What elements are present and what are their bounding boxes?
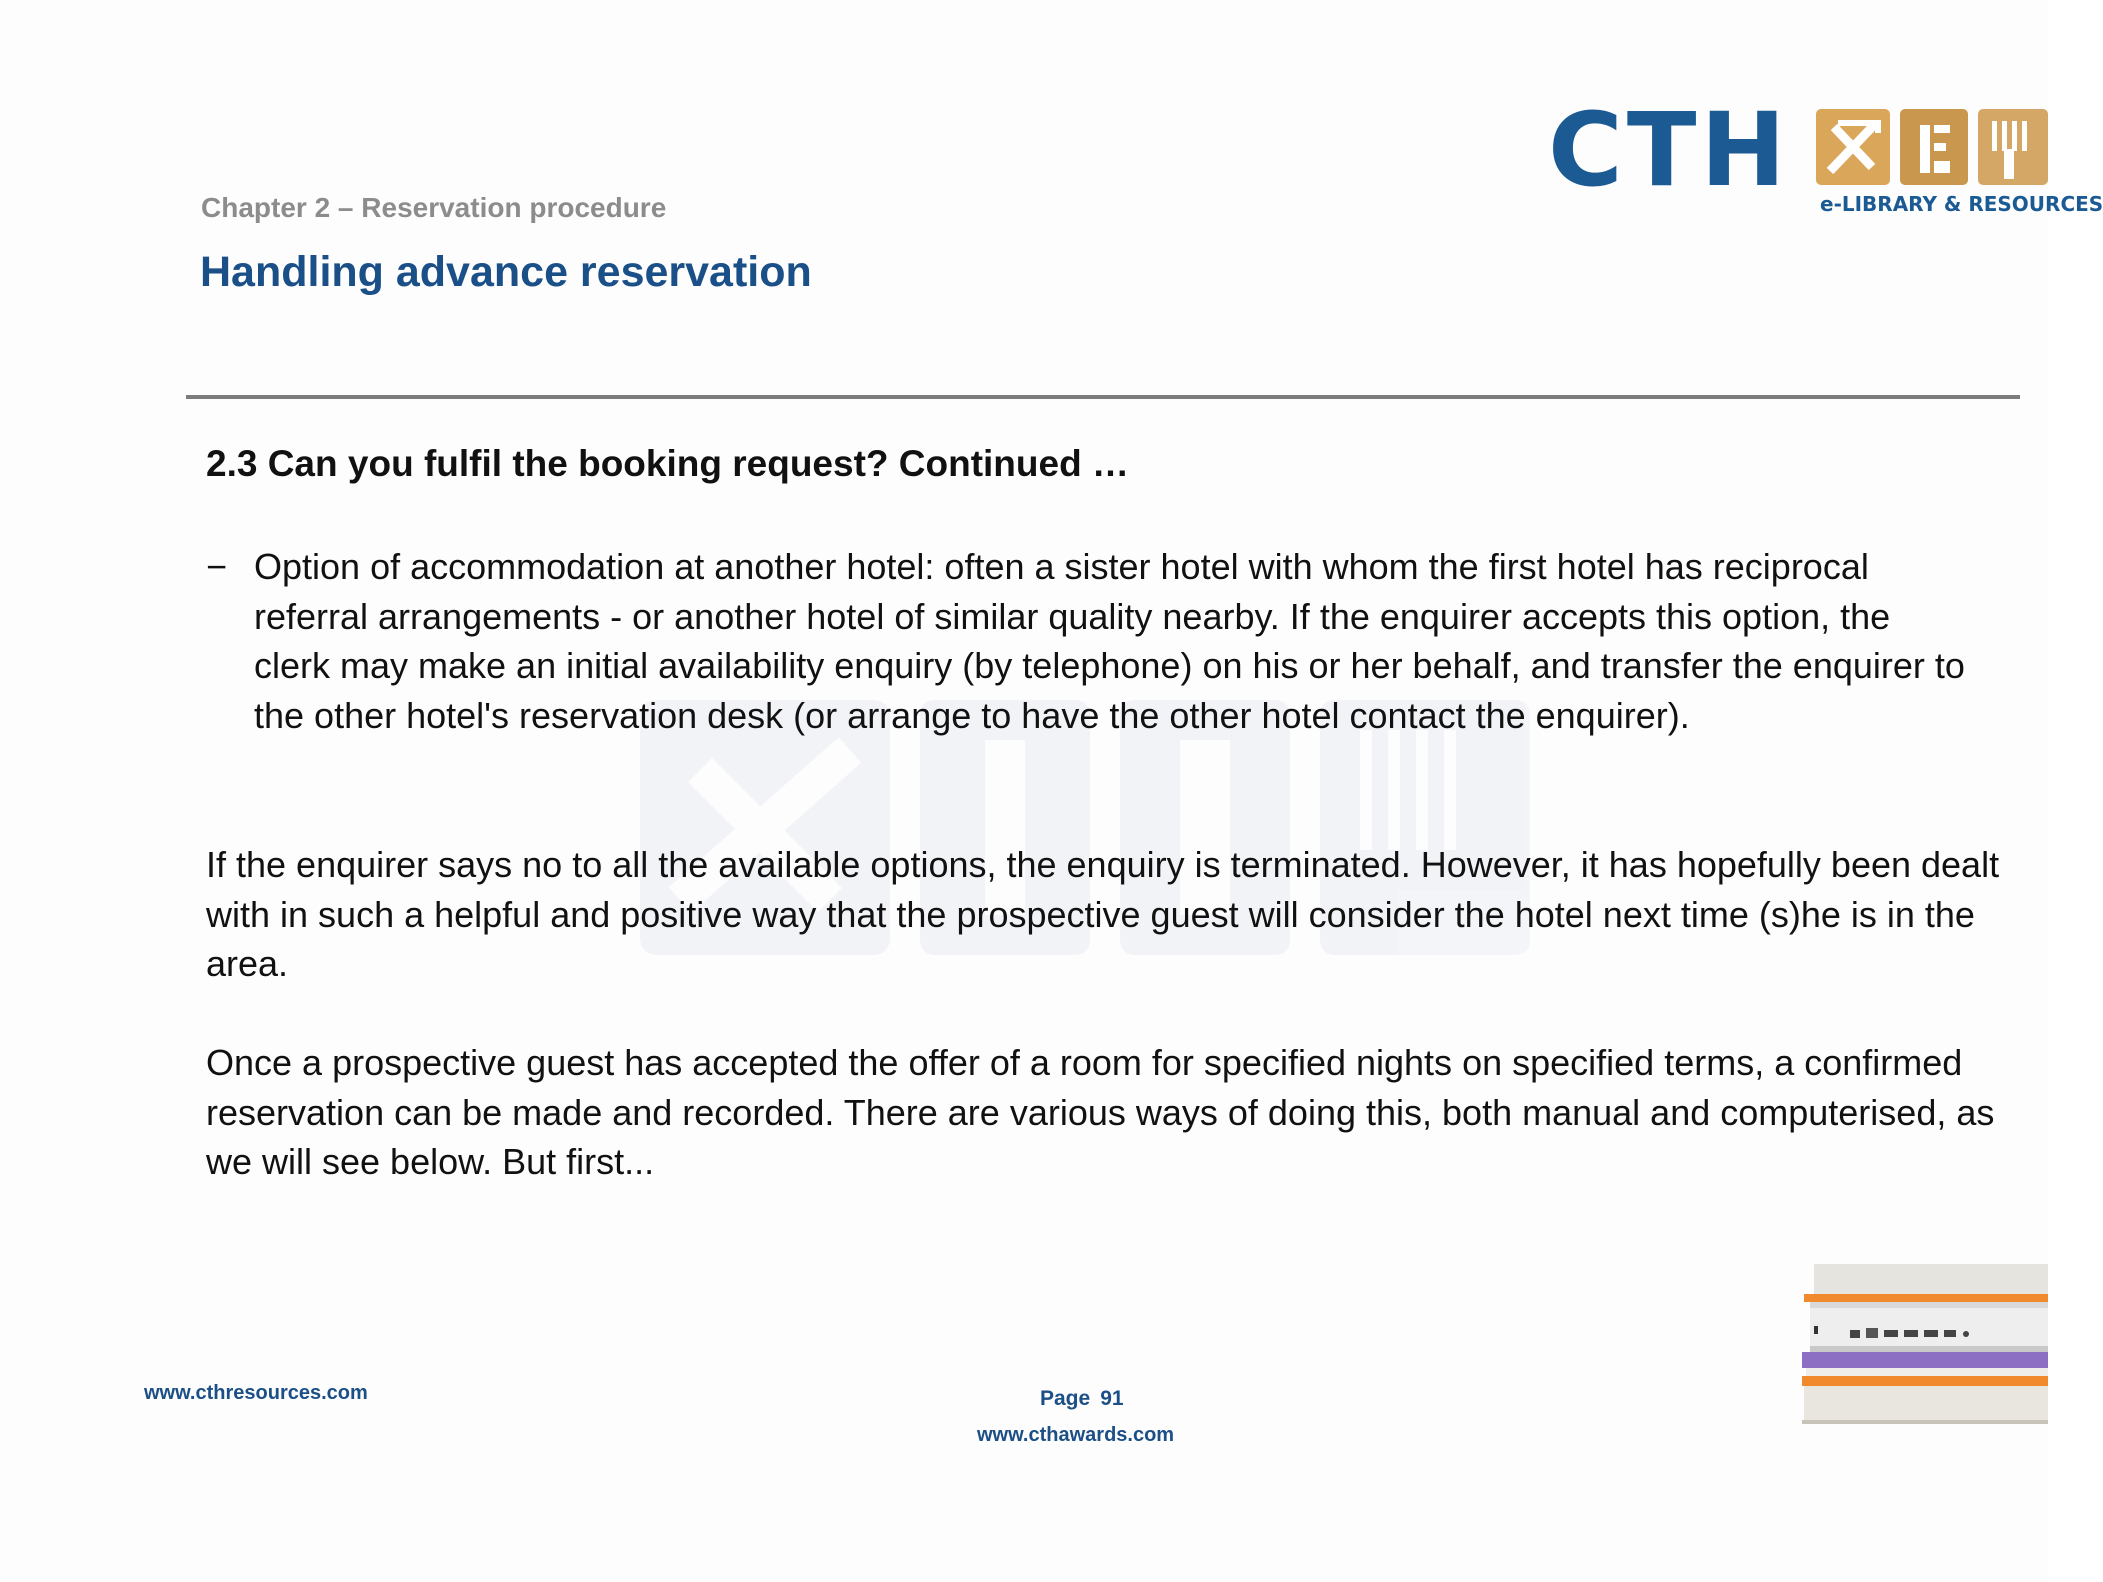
- page-title: Handling advance reservation: [200, 248, 812, 296]
- header-divider: [186, 395, 2020, 399]
- bullet-marker: −: [206, 546, 228, 587]
- paragraph-enquiry-terminated: If the enquirer says no to all the available options, the enquiry is terminated. However, it has hopefully been dealt with in such a helpful and positive way that the prospective guest will consider the hotel next time (s)he is in the area.: [206, 844, 2000, 985]
- logo-text: CTH: [1548, 91, 1790, 210]
- section-subheading: 2.3 Can you fulfil the booking request? Continued …: [206, 443, 1129, 484]
- chapter-label: Chapter 2 – Reservation procedure: [201, 192, 667, 223]
- page-number: [1040, 1387, 1124, 1411]
- footer-resources-link[interactable]: www.cthresources.com: [144, 1382, 368, 1404]
- page-label: Page: [1040, 1387, 1091, 1410]
- page-number-value: 91: [1100, 1387, 1124, 1410]
- cth-logo: [1548, 91, 2103, 220]
- bullet-text: Option of accommodation at another hotel: often a sister hotel with whom the first hotel has reciprocal referral arrangements - or another hotel of similar quality nearby. If the enquirer accepts this option, the clerk may make an initial availability enquiry (by telephone) on his or her behalf, and transfer the enquirer to the other hotel's reservation desk (or arrange to have the other hotel contact the enquirer).: [254, 546, 1965, 736]
- books-stack-icon: [1800, 1262, 2048, 1432]
- logo-subtitle: e-LIBRARY & RESOURCES: [1820, 192, 2103, 216]
- footer-awards-link[interactable]: www.cthawards.com: [977, 1424, 1175, 1446]
- paragraph-confirmed-reservation: Once a prospective guest has accepted the offer of a room for specified nights on specified terms, a confirmed reservation can be made and recorded. There are various ways of doing this, both manual and computerised, as we will see below. But first...: [206, 1042, 1995, 1183]
- bullet-item: [206, 542, 1966, 740]
- logo-tiles-icon: [1816, 109, 2048, 185]
